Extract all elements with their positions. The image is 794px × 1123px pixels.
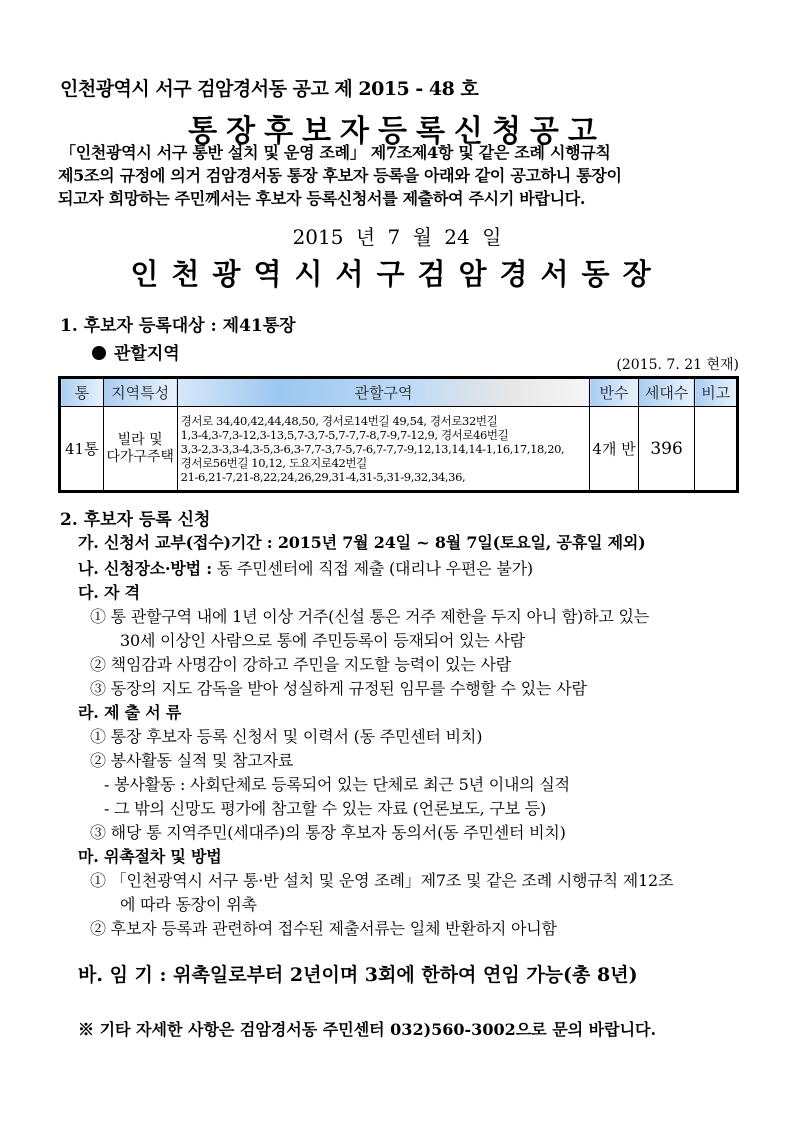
- issue-date: 2015 년 7 월 24 일: [292, 225, 502, 249]
- document-subitem: - 그 밖의 신망도 평가에 참고할 수 있는 자료 (언론보도, 구보 등): [104, 799, 547, 818]
- qualification-item: ① 통 관할구역 내에 1년 이상 거주(신설 통은 거주 제한을 두지 아니 함)하고 있는: [90, 607, 650, 626]
- qualifications-label: 다. 자 격: [78, 583, 140, 602]
- area-line: 경서로56번길 10,12, 도요지로42번길: [180, 455, 367, 470]
- column-header-households: 세대수: [638, 378, 695, 407]
- column-header-tong: 통: [60, 378, 104, 407]
- column-header-feature: 지역특성: [103, 378, 177, 407]
- column-header-ban-count: 반수: [590, 378, 638, 407]
- area-line: 3,3-2,3-3,3-4,3-5,3-6,3-7,7-3,7-5,7-6,7-7,7-9,12,13,14,14-1,16,17,18,20,: [180, 441, 565, 456]
- cell-remarks: [695, 407, 738, 492]
- column-header-area: 관할구역: [177, 378, 590, 407]
- subheading-label: 관할지역: [114, 344, 180, 364]
- jurisdiction-table: [58, 376, 739, 493]
- cell-tong: 41통: [60, 407, 104, 492]
- intro-line: 「인천광역시 서구 통반 설치 및 운영 조례」 제7조제4항 및 같은 조례 시행규칙: [60, 143, 611, 162]
- bullet-icon: [92, 346, 106, 360]
- feature-line: 빌라 및: [117, 431, 163, 448]
- document-subitem: - 봉사활동 : 사회단체로 등록되어 있는 단체로 최근 5년 이내의 실적: [104, 775, 570, 794]
- area-line: 경서로 34,40,42,44,48,50, 경서로14번길 49,54, 경서로32번길: [180, 413, 498, 428]
- application-method-text: 동 주민센터에 직접 제출 (대리나 우편은 불가): [211, 559, 533, 578]
- intro-line: 되고자 희망하는 주민께서는 후보자 등록신청서를 제출하여 주시기 바랍니다.: [58, 189, 586, 208]
- appointment-item: ① 「인천광역시 서구 통·반 설치 및 운영 조례」제7조 및 같은 조례 시행규칙 제12조: [90, 871, 674, 890]
- appointment-item-continued: 에 따라 동장이 위촉: [120, 895, 257, 914]
- document-item: ③ 해당 통 지역주민(세대주)의 통장 후보자 동의서(동 주민센터 비치): [90, 823, 566, 842]
- application-period-text: 가. 신청서 교부(접수)기간 : 2015년 7월 24일 ~ 8월 7일(토요일, 공휴일 제외): [78, 533, 646, 552]
- intro-line: 제5조의 규정에 의거 검암경서동 통장 후보자 등록을 아래와 같이 공고하니 통장이: [58, 166, 622, 185]
- qualification-item: ③ 동장의 지도 감독을 받아 성실하게 규정된 임무를 수행할 수 있는 사람: [90, 679, 587, 698]
- application-method: [78, 556, 533, 579]
- term-of-office: 바. 임 기 : 위촉일로부터 2년이며 3회에 한하여 연임 가능(총 8년): [78, 964, 638, 986]
- qualification-item: ② 책임감과 사명감이 강하고 주민을 지도할 능력이 있는 사람: [90, 655, 512, 674]
- notice-number: 인천광역시 서구 검암경서동 공고 제 2015 - 48 호: [60, 78, 479, 100]
- documents-heading: [78, 700, 181, 723]
- documents-label: 라. 제 출 서 류: [78, 703, 182, 722]
- contact-note: ※ 기타 자세한 사항은 검암경서동 주민센터 032)560-3002으로 문의 바랍니다.: [78, 1020, 657, 1039]
- cell-feature: [103, 407, 177, 492]
- area-line: 21-6,21-7,21-8,22,24,26,29,31-4,31-5,31-9,32,34,36,: [180, 469, 466, 484]
- as-of-date: (2015. 7. 21 현재): [616, 357, 739, 373]
- column-header-remarks: 비고: [695, 378, 738, 407]
- document-item: ② 봉사활동 실적 및 참고자료: [90, 751, 294, 770]
- document-item: ① 통장 후보자 등록 신청서 및 이력서 (동 주민센터 비치): [90, 727, 483, 746]
- table-row: [60, 407, 738, 492]
- document-title: 통장후보자등록신청공고: [188, 114, 606, 149]
- appointment-label: 마. 위촉절차 및 방법: [78, 847, 222, 866]
- table-header-row: [60, 378, 738, 407]
- section2-heading: 2. 후보자 등록 신청: [60, 510, 211, 530]
- area-line: 1,3-4,3-7,3-12,3-13,5,7-3,7-5,7-7,7-8,7-9,7-12,9, 경서로46번길: [180, 427, 509, 442]
- feature-line: 다가구주택: [106, 448, 174, 465]
- cell-households: 396: [638, 407, 695, 492]
- application-period: [78, 530, 646, 553]
- qualifications-heading: [78, 580, 140, 603]
- appointment-item: ② 후보자 등록과 관련하여 접수된 제출서류는 일체 반환하지 아니함: [90, 919, 557, 938]
- cell-area: [177, 407, 590, 492]
- section1-heading: 1. 후보자 등록대상 : 제41통장: [60, 316, 296, 336]
- intro-paragraph: [58, 141, 738, 210]
- jurisdiction-subheading: [92, 339, 180, 364]
- qualification-item-continued: 30세 이상인 사람으로 통에 주민등록이 등재되어 있는 사람: [120, 631, 526, 650]
- cell-ban-count: 4개 반: [590, 407, 638, 492]
- application-method-label: 나. 신청장소·방법 :: [78, 559, 212, 578]
- appointment-heading: [78, 844, 222, 867]
- issuer-name: 인천광역시서구검암경서동장: [130, 257, 664, 291]
